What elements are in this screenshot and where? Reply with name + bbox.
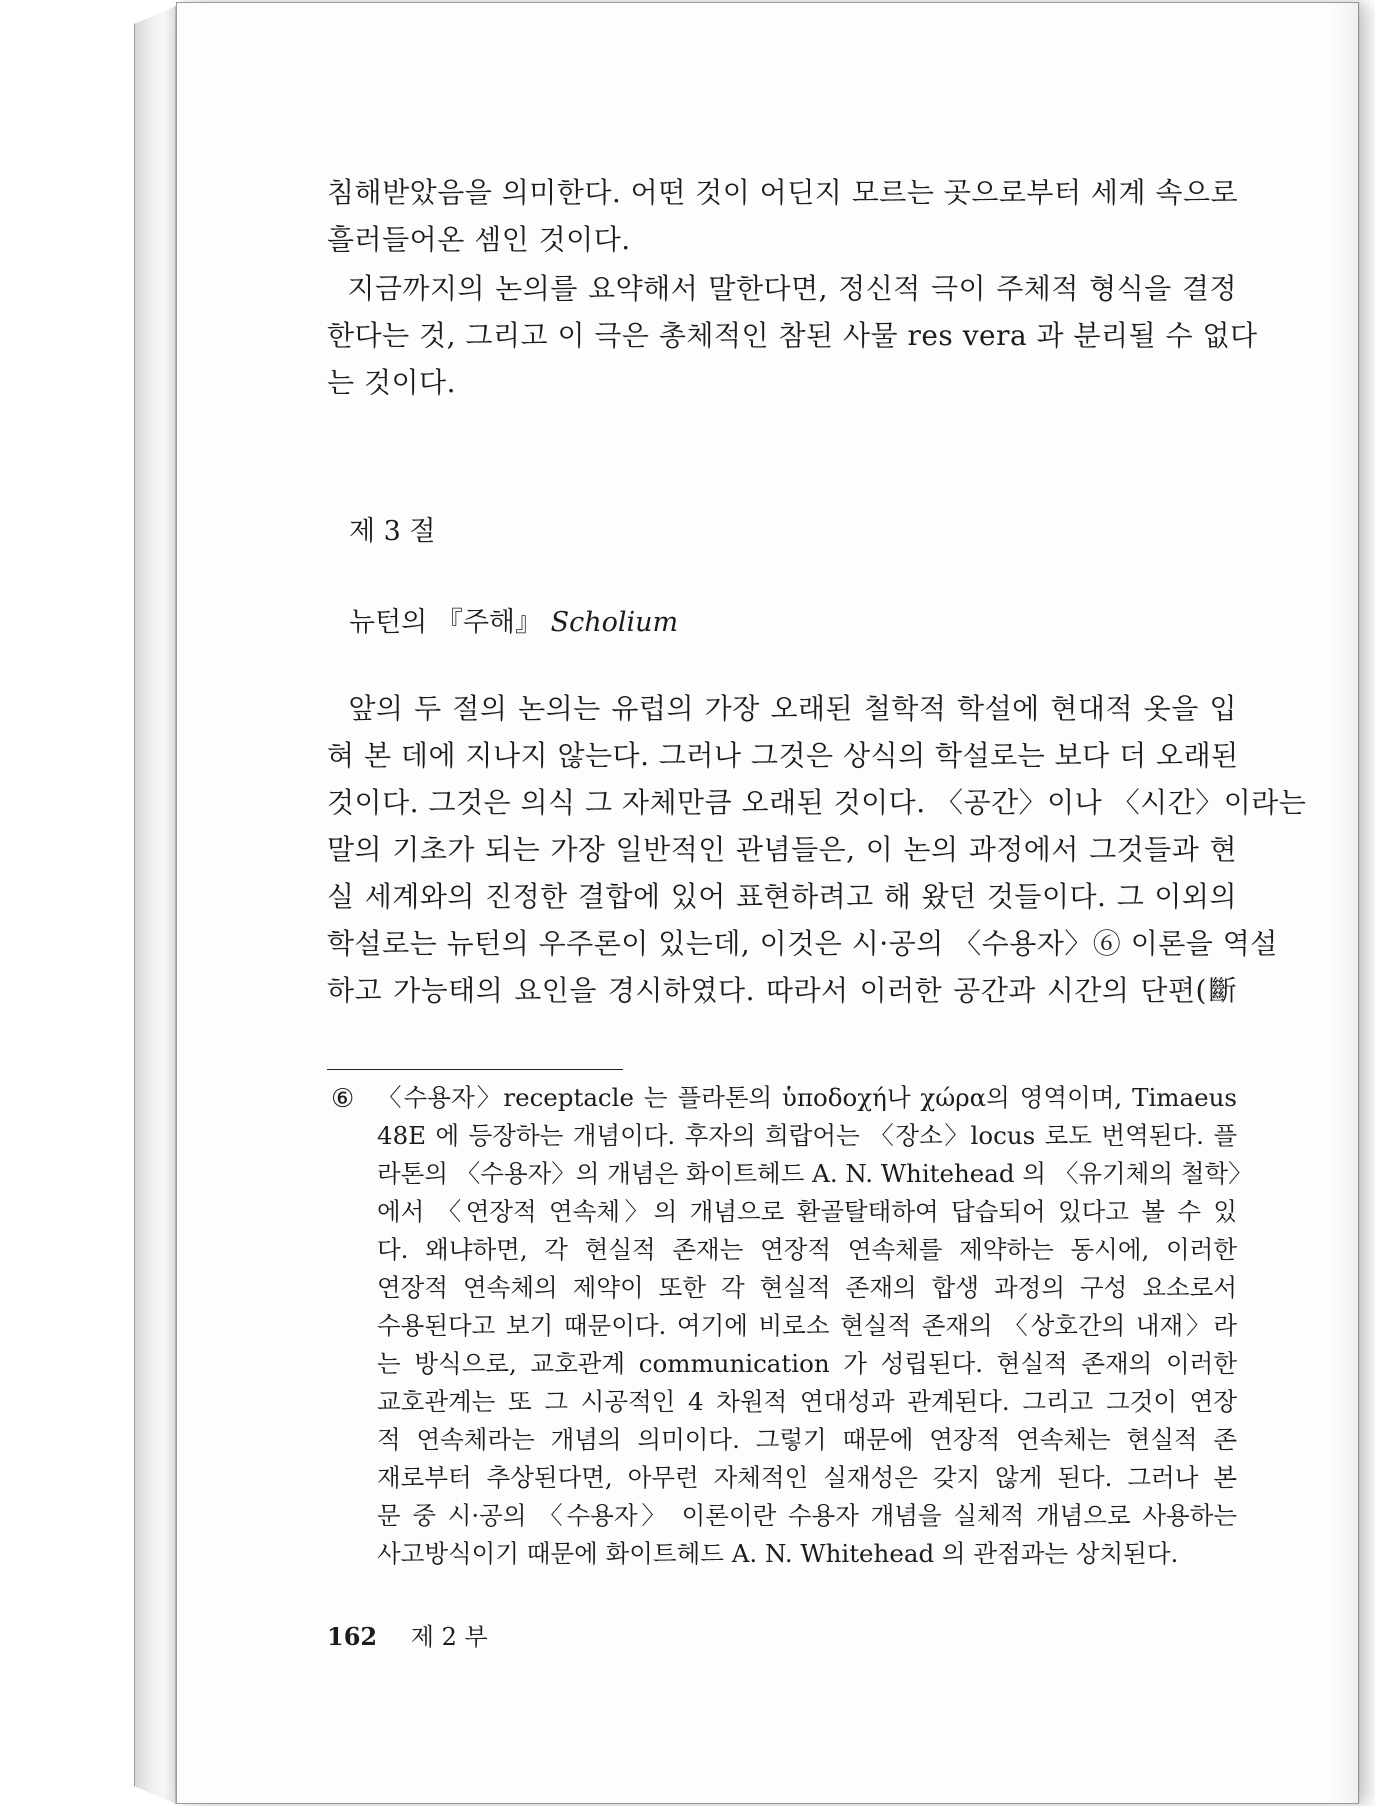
text-line: 는 것이다.	[327, 366, 456, 399]
text-line: 지금까지의 논의를 요약해서 말한다면, 정신적 극이 주체적 형식을 결정	[327, 272, 1237, 305]
section-label: 제 3 절	[349, 516, 436, 547]
footnote-rule	[327, 1069, 623, 1070]
book-page	[176, 2, 1359, 1804]
footnote-line: 문 중 시·공의 〈수용자〉 이론이란 수용자 개념을 실체적 개념으로 사용하는	[377, 1501, 1237, 1530]
footnote-marker: ⑥	[331, 1084, 355, 1114]
text-line: 흘러들어온 셈인 것이다.	[327, 223, 631, 256]
section-title-korean: 뉴턴의 『주해』	[349, 607, 542, 638]
text-line: 말의 기초가 되는 가장 일반적인 관념들은, 이 논의 과정에서 그것들과 현	[327, 833, 1237, 866]
footnote-line: 수용된다고 보기 때문이다. 여기에 비로소 현실적 존재의 〈상호간의 내재〉라	[377, 1311, 1237, 1340]
footnote-line: 라톤의 〈수용자〉의 개념은 화이트헤드 A. N. Whitehead 의 〈유기체의 철학〉	[377, 1159, 1253, 1188]
section-title	[349, 600, 678, 639]
text-line: 학설로는 뉴턴의 우주론이 있는데, 이것은 시·공의 〈수용자〉⑥ 이론을 역설	[327, 927, 1278, 960]
text-line: 것이다. 그것은 의식 그 자체만큼 오래된 것이다. 〈공간〉이나 〈시간〉이라는	[327, 786, 1307, 819]
footnote-line: 다. 왜냐하면, 각 현실적 존재는 연장적 연속체를 제약하는 동시에, 이러한	[377, 1235, 1237, 1264]
footnote-line: 48E 에 등장하는 개념이다. 후자의 희랍어는 〈장소〉locus 로도 번역된다. 플	[377, 1121, 1237, 1150]
text-line: 실 세계와의 진정한 결합에 있어 표현하려고 해 왔던 것들이다. 그 이외의	[327, 880, 1237, 913]
footnote-line: 교호관계는 또 그 시공적인 4 차원적 연대성과 관계된다. 그리고 그것이 연장	[377, 1387, 1237, 1416]
text-line: 혀 본 데에 지나지 않는다. 그러나 그것은 상식의 학설로는 보다 더 오래된	[327, 739, 1239, 772]
footnote-line: 〈수용자〉receptacle 는 플라톤의 ὑποδοχή나 χώρα의 영역이며, Timaeus	[377, 1083, 1237, 1112]
section-title-latin: Scholium	[550, 607, 679, 638]
text-line: 앞의 두 절의 논의는 유럽의 가장 오래된 철학적 학설에 현대적 옷을 입	[327, 692, 1237, 725]
text-line: 하고 가능태의 요인을 경시하였다. 따라서 이러한 공간과 시간의 단편(斷	[327, 974, 1237, 1007]
page-edge-shade	[1330, 3, 1360, 1803]
page-footer	[327, 1617, 488, 1652]
text-line: 한다는 것, 그리고 이 극은 총체적인 참된 사물 res vera 과 분리될 수 없다	[327, 319, 1258, 352]
text-line: 침해받았음을 의미한다. 어떤 것이 어딘지 모르는 곳으로부터 세계 속으로	[327, 176, 1239, 209]
footnote-line: 에서 〈연장적 연속체〉의 개념으로 환골탈태하여 답습되어 있다고 볼 수 있	[377, 1197, 1237, 1226]
page-number: 162	[327, 1622, 378, 1651]
part-label: 제 2 부	[410, 1623, 488, 1651]
footnote-line: 는 방식으로, 교호관계 communication 가 성립된다. 현실적 존재의 이러한	[377, 1349, 1237, 1378]
footnote-line: 사고방식이기 때문에 화이트헤드 A. N. Whitehead 의 관점과는 상치된다.	[377, 1539, 1179, 1568]
footnote-line: 연장적 연속체의 제약이 또한 각 현실적 존재의 합생 과정의 구성 요소로서	[377, 1273, 1237, 1302]
footnote-line: 재로부터 추상된다면, 아무런 자체적인 실재성은 갖지 않게 된다. 그러나 본	[377, 1463, 1237, 1492]
footnote-line: 적 연속체라는 개념의 의미이다. 그렇기 때문에 연장적 연속체는 현실적 존	[377, 1425, 1237, 1454]
book-spine-edge	[134, 6, 176, 1804]
